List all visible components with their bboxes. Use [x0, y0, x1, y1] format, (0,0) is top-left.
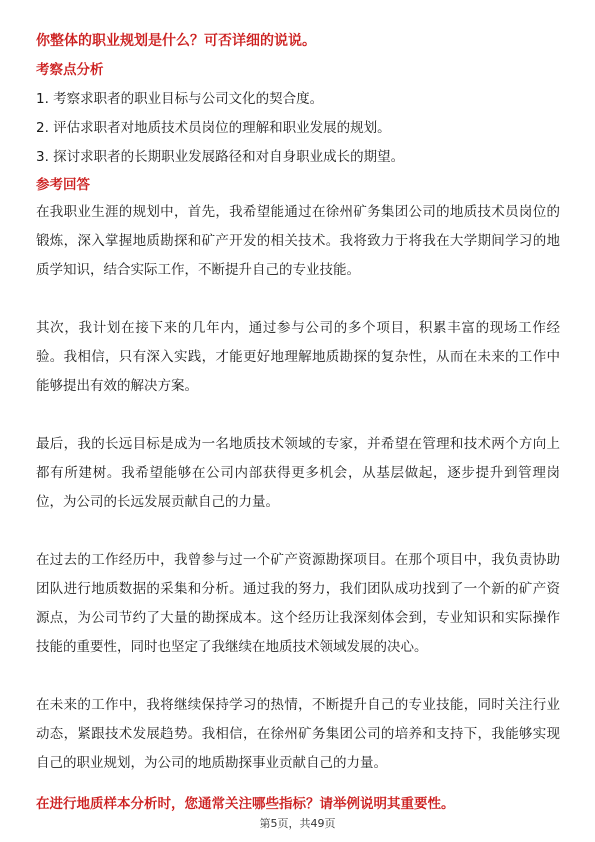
answer-title: 参考回答 [36, 177, 90, 193]
analysis-title: 考察点分析 [36, 62, 104, 78]
answer-paragraph: 最后，我的长远目标是成为一名地质技术领域的专家，并希望在管理和技术两个方向上都有所建树。我希望能够在公司内部获得更多机会，从基层做起，逐步提升到管理岗位，为公司的长远发展贡献自己的力量。 [36, 436, 560, 510]
answer-paragraph: 在我职业生涯的规划中，首先，我希望能通过在徐州矿务集团公司的地质技术员岗位的锻炼，深入掌握地质勘探和矿产开发的相关技术。我将致力于将我在大学期间学习的地质学知识，结合实际工作，不断提升自己的专业技能。 [36, 204, 560, 278]
question-heading: 你整体的职业规划是什么？可否详细的说说。 [36, 33, 316, 49]
analysis-item: 2. 评估求职者对地质技术员岗位的理解和职业发展的规划。 [36, 120, 391, 136]
next-question-heading: 在进行地质样本分析时，您通常关注哪些指标？请举例说明其重要性。 [36, 796, 455, 812]
analysis-list [36, 85, 566, 172]
page-number: 第5页，共49页 [259, 817, 336, 830]
analysis-item: 1. 考察求职者的职业目标与公司文化的契合度。 [36, 91, 324, 107]
analysis-item: 3. 探讨求职者的长期职业发展路径和对自身职业成长的期望。 [36, 149, 405, 165]
answer-paragraph: 在未来的工作中，我将继续保持学习的热情，不断提升自己的专业技能，同时关注行业动态，紧跟技术发展趋势。我相信，在徐州矿务集团公司的培养和支持下，我能够实现自己的职业规划，为公司的地质勘探事业贡献自己的力量。 [36, 697, 560, 771]
answer-body [36, 198, 560, 807]
answer-paragraph: 其次，我计划在接下来的几年内，通过参与公司的多个项目，积累丰富的现场工作经验。我相信，只有深入实践，才能更好地理解地质勘探的复杂性，从而在未来的工作中能够提出有效的解决方案。 [36, 320, 560, 394]
answer-paragraph: 在过去的工作经历中，我曾参与过一个矿产资源勘探项目。在那个项目中，我负责协助团队进行地质数据的采集和分析。通过我的努力，我们团队成功找到了一个新的矿产资源点，为公司节约了大量的勘探成本。这个经历让我深刻体会到，专业知识和实际操作技能的重要性，同时也坚定了我继续在地质技术领域发展的决心。 [36, 552, 560, 655]
